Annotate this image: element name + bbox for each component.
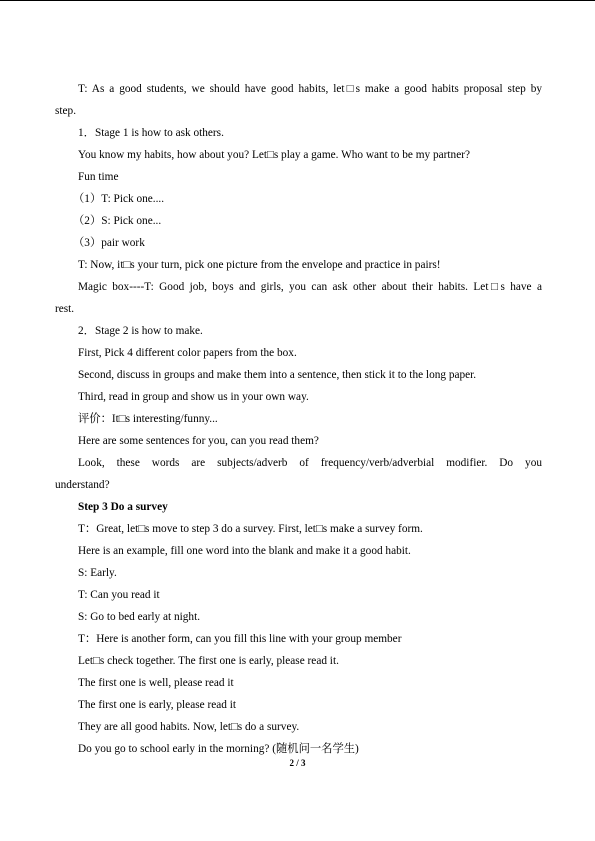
- page-number: 2 / 3: [289, 758, 306, 768]
- paragraph-magic-box-cont: rest.: [55, 303, 75, 315]
- paragraph-intro: T: As a good students, we should have good habits, let□s make a good habits proposal step by: [78, 83, 542, 95]
- paragraph: The first one is early, please read it: [78, 699, 236, 711]
- header-rule: [0, 0, 595, 1]
- paragraph: You know my habits, how about you? Let□s play a game. Who want to be my partner?: [78, 149, 470, 161]
- paragraph: T: Can you read it: [78, 589, 160, 601]
- stage-2-heading: 2．Stage 2 is how to make.: [78, 325, 203, 337]
- paragraph: S: Early.: [78, 567, 117, 579]
- paragraph-intro-cont: step.: [55, 105, 77, 117]
- paragraph-look-cont: understand?: [55, 479, 110, 491]
- list-item: （1）T: Pick one....: [73, 193, 165, 205]
- step-3-heading: Step 3 Do a survey: [78, 501, 168, 513]
- list-item: （3）pair work: [73, 237, 145, 249]
- paragraph: First, Pick 4 different color papers from the box.: [78, 347, 297, 359]
- paragraph: T：Here is another form, can you fill this line with your group member: [78, 633, 402, 645]
- paragraph: Do you go to school early in the morning? (随机问一名学生): [78, 743, 359, 755]
- paragraph: Here is an example, fill one word into the blank and make it a good habit.: [78, 545, 411, 557]
- paragraph: S: Go to bed early at night.: [78, 611, 201, 623]
- paragraph-look: Look, these words are subjects/adverb of frequency/verb/adverbial modifier. Do you: [78, 457, 542, 469]
- stage-1-heading: 1．Stage 1 is how to ask others.: [78, 127, 224, 139]
- list-item: （2）S: Pick one...: [73, 215, 162, 227]
- paragraph: They are all good habits. Now, let□s do a survey.: [78, 721, 300, 733]
- paragraph: Here are some sentences for you, can you read them?: [78, 435, 319, 447]
- paragraph-magic-box: Magic box----T: Good job, boys and girls, you can ask other about their habits. Let□s have a: [78, 281, 542, 293]
- document-body: [55, 78, 542, 760]
- paragraph: Third, read in group and show us in your own way.: [78, 391, 309, 403]
- paragraph: Second, discuss in groups and make them into a sentence, then stick it to the long paper.: [78, 369, 477, 381]
- paragraph: The first one is well, please read it: [78, 677, 234, 689]
- paragraph: T: Now, it□s your turn, pick one picture from the envelope and practice in pairs!: [78, 259, 441, 271]
- paragraph: T：Great, let□s move to step 3 do a survey. First, let□s make a survey form.: [78, 523, 423, 535]
- paragraph: Let□s check together. The first one is early, please read it.: [78, 655, 339, 667]
- fun-time-label: Fun time: [78, 171, 119, 183]
- paragraph-evaluation: 评价：It□s interesting/funny...: [78, 413, 218, 425]
